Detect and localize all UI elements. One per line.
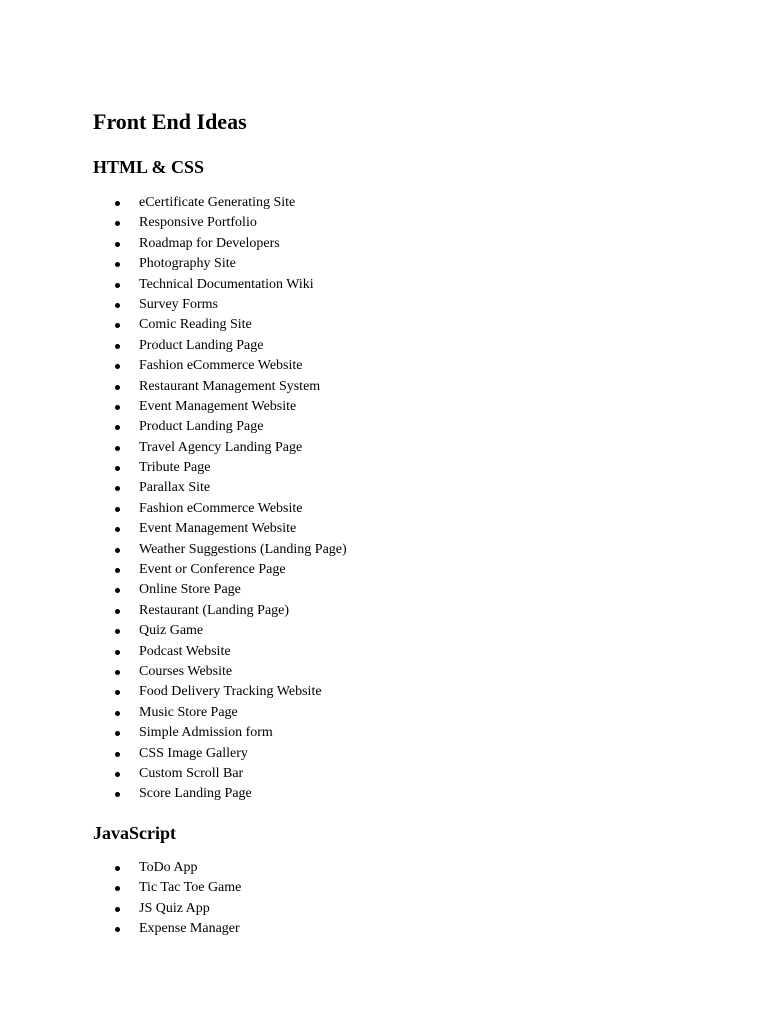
list-item-label: eCertificate Generating Site xyxy=(139,195,296,210)
bullet-icon xyxy=(115,507,120,512)
bullet-icon xyxy=(115,568,120,573)
list-item-label: Event or Conference Page xyxy=(139,562,286,578)
bullet-icon xyxy=(115,752,120,757)
bullet-icon xyxy=(115,731,120,736)
bullet-icon xyxy=(115,792,120,797)
list-item-label: Fashion eCommerce Website xyxy=(139,358,303,374)
list-item-label: Restaurant (Landing Page) xyxy=(139,602,290,618)
list-item-label: Online Store Page xyxy=(139,582,241,598)
list-item-label: Product Landing Page xyxy=(139,419,264,435)
bullet-icon xyxy=(115,201,120,206)
list-item-label: Podcast Website xyxy=(139,643,231,659)
list-item-label: JS Quiz App xyxy=(139,900,210,916)
list-item-label: Photography Site xyxy=(139,256,236,272)
bullet-icon xyxy=(115,344,120,349)
list-item-label: Parallax Site xyxy=(139,480,211,496)
bullet-icon xyxy=(115,548,120,553)
bullet-icon xyxy=(115,242,120,247)
list-item-label: Event Management Website xyxy=(139,521,297,537)
list-item-label: Simple Admission form xyxy=(139,725,273,741)
page-title: Front End Ideas xyxy=(93,109,247,134)
list-item-label: Tribute Page xyxy=(139,460,211,476)
list-item-label: Product Landing Page xyxy=(139,337,264,353)
bullet-icon xyxy=(115,711,120,716)
bullet-icon xyxy=(115,446,120,451)
list-item-label: Restaurant Management System xyxy=(139,378,321,394)
section-heading-javascript: JavaScript xyxy=(93,823,176,843)
bullet-icon xyxy=(115,650,120,655)
list-item-label: Travel Agency Landing Page xyxy=(139,439,303,455)
list-item-label: Weather Suggestions (Landing Page) xyxy=(139,541,347,557)
bullet-icon xyxy=(115,323,120,328)
bullet-icon xyxy=(115,866,120,871)
bullet-icon xyxy=(115,364,120,369)
bullet-icon xyxy=(115,886,120,891)
bullet-icon xyxy=(115,425,120,430)
bullet-icon xyxy=(115,772,120,777)
list-item-label: Fashion eCommerce Website xyxy=(139,500,303,516)
bullet-icon xyxy=(115,283,120,288)
bullet-icon xyxy=(115,262,120,267)
bullet-icon xyxy=(115,670,120,675)
bullet-icon xyxy=(115,907,120,912)
list-item-label: Expense Manager xyxy=(139,921,240,937)
list-item-label: Survey Forms xyxy=(139,296,218,312)
bullet-icon xyxy=(115,609,120,614)
list-item-label: Quiz Game xyxy=(139,623,204,639)
list-item-label: Courses Website xyxy=(139,663,233,679)
bullet-icon xyxy=(115,690,120,695)
bullet-icon xyxy=(115,303,120,308)
list-item-label: Score Landing Page xyxy=(139,786,252,802)
bullet-icon xyxy=(115,927,120,932)
section-heading-html-css: HTML & CSS xyxy=(93,157,205,177)
list-item-label: Roadmap for Developers xyxy=(139,235,280,251)
list-item-label: Comic Reading Site xyxy=(139,317,252,333)
bullet-icon xyxy=(115,405,120,410)
list-item-label: Tic Tac Toe Game xyxy=(139,880,242,896)
list-item-label: Food Delivery Tracking Website xyxy=(139,684,322,700)
bullet-icon xyxy=(115,486,120,491)
bullet-icon xyxy=(115,588,120,593)
bullet-icon xyxy=(115,527,120,532)
list-item-label: Responsive Portfolio xyxy=(139,215,257,231)
list-item-label: Custom Scroll Bar xyxy=(139,765,244,781)
list-item-label: ToDo App xyxy=(139,860,198,875)
list-item-label: CSS Image Gallery xyxy=(139,745,248,761)
list-item-label: Technical Documentation Wiki xyxy=(139,276,314,292)
bullet-icon xyxy=(115,629,120,634)
bullet-icon xyxy=(115,466,120,471)
list-item-label: Music Store Page xyxy=(139,704,238,720)
bullet-icon xyxy=(115,221,120,226)
list-item-label: Event Management Website xyxy=(139,398,297,414)
bullet-icon xyxy=(115,385,120,390)
